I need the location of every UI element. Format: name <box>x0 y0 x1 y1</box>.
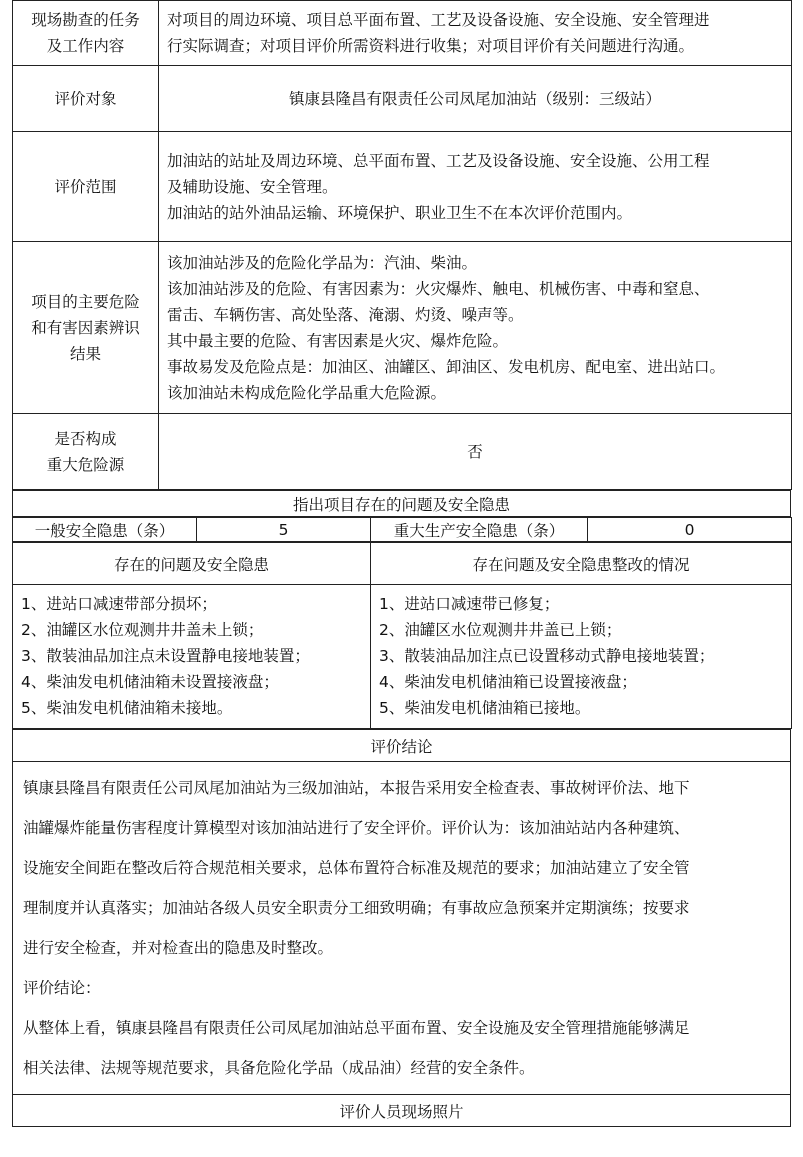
column-header-problems: 存在的问题及安全隐患 <box>13 543 371 585</box>
list-item: 1、进站口减速带已修复； <box>379 595 560 613</box>
hazards-row <box>13 242 792 414</box>
list-item: 1、进站口减速带部分损坏； <box>21 595 217 613</box>
scope-content: 加油站的站址及周边环境、总平面布置、工艺及设备设施、安全设施、公用工程 及辅助设施、安全管理。 加油站的站外油品运输、环境保护、职业卫生不在本次评价范围内。 <box>159 132 792 242</box>
conclusion-body: 镇康县隆昌有限责任公司凤尾加油站为三级加油站，本报告采用安全检查表、事故树评价法、地下 油罐爆炸能量伤害程度计算模型对该加油站进行了安全评价。评价认为：该加油站站内各种建筑、 设施安全间距在整改后符合规范相关要求，总体布置符合标准及规范的要求；加油站建立了安全管 理制度并认真落实；加油站各级人员安全职责分工细致明确；有事故应急预案并定期演练；按要求 进行安全检查，并对检查出的隐患及时整改。 评价结论： 从整体上看，镇康县隆昌有限责任公司凤尾加油站总平面布置、安全设施及安全管理措施能够满足 相关法律、法规等规范要求，具备危险化学品（成品油）经营的安全条件。 <box>13 762 791 1095</box>
column-header-fixes: 存在问题及安全隐患整改的情况 <box>371 543 792 585</box>
object-value: 镇康县隆昌有限责任公司凤尾加油站（级别：三级站） <box>159 66 792 132</box>
object-label: 评价对象 <box>13 66 159 132</box>
conclusion-table <box>12 729 791 1127</box>
scope-label: 评价范围 <box>13 132 159 242</box>
task-content: 对项目的周边环境、项目总平面布置、工艺及设备设施、安全设施、安全管理进 行实际调查；对项目评价所需资料进行收集；对项目评价有关问题进行沟通。 <box>159 1 792 66</box>
issues-header: 指出项目存在的问题及安全隐患 <box>13 491 791 517</box>
list-item: 5、柴油发电机储油箱未接地。 <box>21 699 233 717</box>
list-item: 3、散装油品加注点已设置移动式静电接地装置； <box>379 647 715 665</box>
info-table <box>12 0 792 490</box>
list-item: 4、柴油发电机储油箱未设置接液盘； <box>21 673 279 691</box>
conclusion-header: 评价结论 <box>13 730 791 762</box>
list-item: 3、散装油品加注点未设置静电接地装置； <box>21 647 310 665</box>
fixes-list <box>371 585 792 729</box>
issues-table <box>12 542 792 729</box>
major-production-hazard-label: 重大生产安全隐患（条） <box>371 518 588 542</box>
list-item: 2、油罐区水位观测井井盖已上锁； <box>379 621 622 639</box>
major-hazard-label: 是否构成 重大危险源 <box>13 414 159 490</box>
hazards-label: 项目的主要危险 和有害因素辨识 结果 <box>13 242 159 414</box>
list-item: 2、油罐区水位观测井井盖未上锁； <box>21 621 264 639</box>
general-hazard-count: 5 <box>197 518 371 542</box>
counts-table <box>12 517 792 542</box>
list-item: 5、柴油发电机储油箱已接地。 <box>379 699 591 717</box>
task-row <box>13 1 792 66</box>
scope-row <box>13 132 792 242</box>
major-hazard-value: 否 <box>159 414 792 490</box>
list-item: 4、柴油发电机储油箱已设置接液盘； <box>379 673 637 691</box>
major-hazard-row <box>13 414 792 490</box>
task-label: 现场勘查的任务 及工作内容 <box>13 1 159 66</box>
hazards-content: 该加油站涉及的危险化学品为：汽油、柴油。 该加油站涉及的危险、有害因素为：火灾爆炸、触电、机械伤害、中毒和窒息、 雷击、车辆伤害、高处坠落、淹溺、灼烫、噪声等。 其中最主要的危险、有害因素是火灾、爆炸危险。 事故易发及危险点是：加油区、油罐区、卸油区、发电机房、配电室、进出站口。 该加油站未构成危险化学品重大危险源。 <box>159 242 792 414</box>
major-production-hazard-count: 0 <box>588 518 792 542</box>
problems-list <box>13 585 371 729</box>
conclusion-sub-label: 评价结论： <box>23 979 101 997</box>
evaluation-document <box>12 0 791 1127</box>
object-row <box>13 66 792 132</box>
general-hazard-label: 一般安全隐患（条） <box>13 518 197 542</box>
issues-header-table <box>12 490 791 517</box>
photos-header: 评价人员现场照片 <box>13 1095 791 1127</box>
